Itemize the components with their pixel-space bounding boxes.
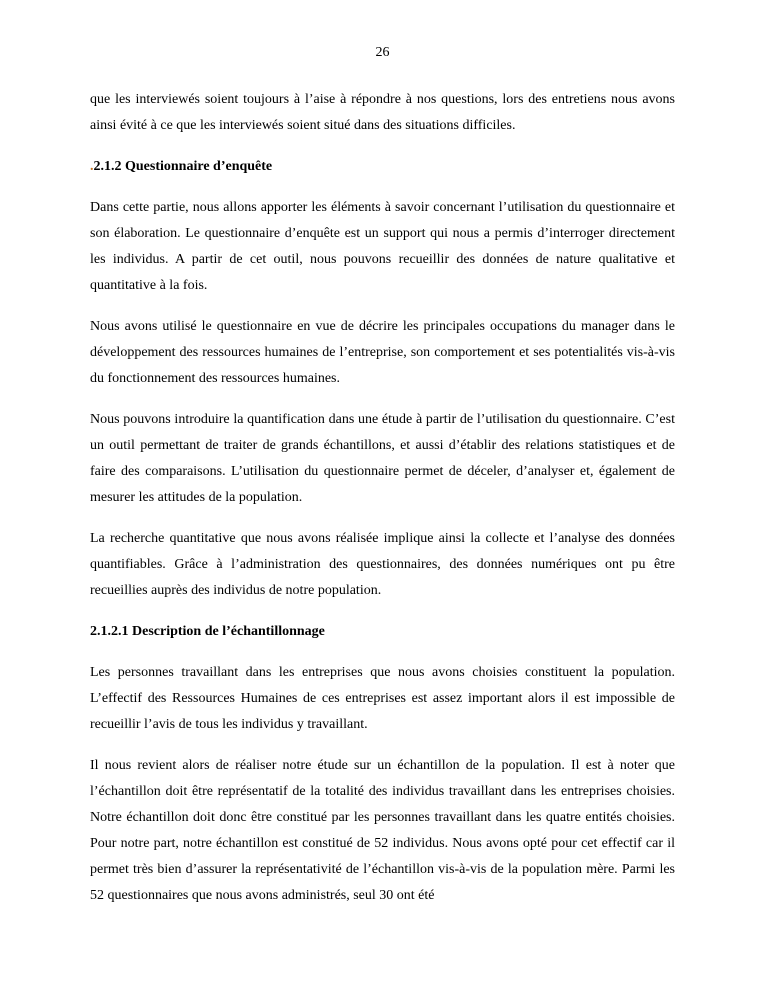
paragraph-population: Les personnes travaillant dans les entreprises que nous avons choisies constituent la population. L’effectif des Ressources Humaines de ces entreprises est assez important alors il est impossible de recueillir l’avis de tous les individus y travaillant. (90, 665, 675, 732)
paragraph-intro-continued: que les interviewés soient toujours à l’aise à répondre à nos questions, lors des entretiens nous avons ainsi évité à ce que les interviewés soient situé dans des situations difficiles. (90, 92, 675, 133)
paragraph-questionnaire-purpose: Dans cette partie, nous allons apporter les éléments à savoir concernant l’utilisation du questionnaire et son élaboration. Le questionnaire d’enquête est un support qui nous a permis d’interroger directement les individus. A partir de cet outil, nous pouvons recueillir des données de nature qualitative et quantitative à la fois. (90, 200, 675, 293)
section-heading-sampling: 2.1.2.1 Description de l’échantillonnage (90, 624, 325, 639)
paragraph-quantitative-research: La recherche quantitative que nous avons réalisée implique ainsi la collecte et l’analyse des données quantifiables. Grâce à l’administration des questionnaires, des données numériques ont pu être recueillies auprès des individus de notre population. (90, 531, 675, 598)
heading-text: 2.1.2 Questionnaire d’enquête (93, 159, 273, 174)
paragraph-quantification: Nous pouvons introduire la quantification dans une étude à partir de l’utilisation du questionnaire. C’est un outil permettant de traiter de grands échantillons, et aussi d’établir des relations statistiques et de faire des comparaisons. L’utilisation du questionnaire permet de déceler, d’analyser et, également de mesurer les attitudes de la population. (90, 412, 675, 505)
paragraph-sample: Il nous revient alors de réaliser notre étude sur un échantillon de la population. Il est à noter que l’échantillon doit être représentatif de la totalité des individus travaillant dans les entreprises choisies. Notre échantillon doit donc être constitué par les personnes travaillant dans les quatre entités choisies. Pour notre part, notre échantillon est constitué de 52 individus. Nous avons opté pour cet effectif car il permet très bien d’assurer la représentativité de l’échantillon vis-à-vis de la population mère. Parmi les 52 questionnaires que nous avons administrés, seul 30 ont été (90, 758, 675, 903)
paragraph-questionnaire-usage: Nous avons utilisé le questionnaire en vue de décrire les principales occupations du manager dans le développement des ressources humaines de l’entreprise, son comportement et ses potentialités vis-à-vis du fonctionnement des ressources humaines. (90, 319, 675, 386)
page-content (90, 87, 675, 924)
section-heading-questionnaire (90, 154, 675, 180)
page-number: 26 (375, 45, 390, 60)
heading-marker: . (90, 159, 94, 174)
